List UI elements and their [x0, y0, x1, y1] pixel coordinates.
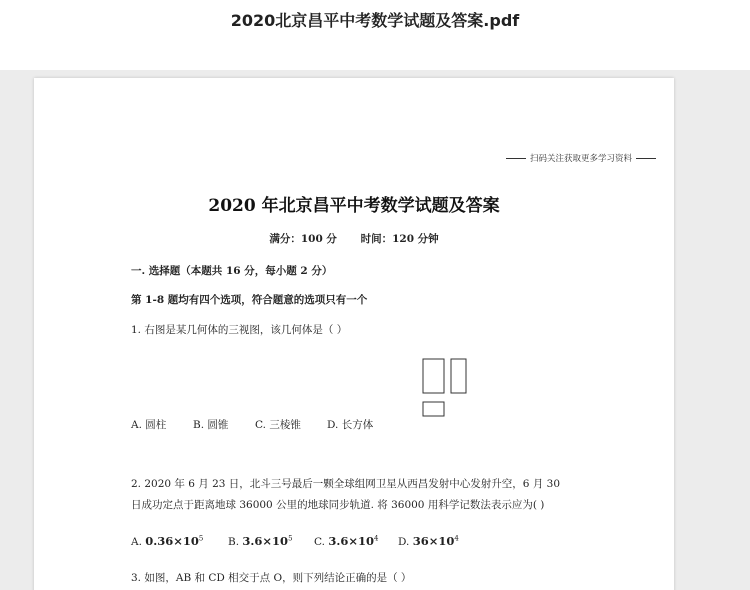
- q2-option-c-label: C.: [314, 536, 325, 548]
- question-2-line-1: 2. 2020 年 6 月 23 日，北斗三号最后一颗全球组网卫星从西昌发射中心发射升空，6 月 30: [131, 478, 561, 490]
- header-rule-right: [636, 158, 656, 159]
- pdf-page: [34, 78, 674, 590]
- q2-option-b-label: B.: [228, 536, 240, 548]
- paper-title: 2020 年北京昌平中考数学试题及答案: [208, 196, 500, 216]
- q2-option-d-label: D.: [398, 536, 410, 548]
- q2-option-a-label: A.: [131, 536, 142, 548]
- question-2-options: [131, 534, 459, 548]
- three-view-drawing: [422, 358, 472, 420]
- section-heading: 一. 选择题（本题共 16 分，每小题 2 分）: [131, 265, 333, 277]
- q2-option-d: [398, 534, 459, 548]
- header-note-text: 扫码关注获取更多学习资料: [529, 154, 632, 164]
- q2-option-b: [228, 534, 314, 548]
- q2-option-d-exp: 4: [454, 534, 459, 543]
- three-view-figure: [422, 358, 472, 424]
- question-1-options: [131, 417, 373, 432]
- q2-option-b-base: 3.6×10: [242, 534, 289, 548]
- document-title: 2020北京昌平中考数学试题及答案.pdf: [230, 11, 520, 30]
- header-rule-left: [506, 158, 526, 159]
- q2-option-a-exp: 5: [198, 534, 204, 543]
- q1-option-b: B. 圆锥: [193, 419, 229, 431]
- header-note: [506, 152, 656, 164]
- exam-meta: [34, 231, 674, 246]
- q2-option-c-exp: 4: [374, 534, 379, 543]
- top-view-rect: [423, 402, 444, 416]
- q1-option-a: A. 圆柱: [131, 419, 167, 431]
- q2-option-c-base: 3.6×10: [328, 534, 374, 548]
- q1-option-c: C. 三棱锥: [255, 419, 301, 431]
- q1-option-d: D. 长方体: [327, 419, 374, 431]
- question-1: 1. 右图是某几何体的三视图，该几何体是（ ）: [131, 324, 348, 336]
- exam-time: 时间：120 分钟: [360, 233, 439, 245]
- q2-option-a: [131, 534, 228, 548]
- q2-option-d-base: 36×10: [412, 534, 455, 548]
- front-view-rect: [423, 359, 444, 393]
- title-bar: [0, 0, 750, 70]
- side-view-rect: [451, 359, 466, 393]
- section-note: 第 1-8 题均有四个选项，符合题意的选项只有一个: [131, 294, 368, 306]
- question-2-line-2: 日成功定点于距离地球 36000 公里的地球同步轨道. 将 36000 用科学记数法表示应为( ): [131, 499, 545, 511]
- q2-option-a-base: 0.36×10: [145, 534, 199, 548]
- question-3: 3. 如图，AB 和 CD 相交于点 O，则下列结论正确的是（ ）: [131, 572, 412, 584]
- q2-option-b-exp: 5: [288, 534, 293, 543]
- q2-option-c: [314, 534, 398, 548]
- full-score: 满分：100 分: [269, 233, 337, 245]
